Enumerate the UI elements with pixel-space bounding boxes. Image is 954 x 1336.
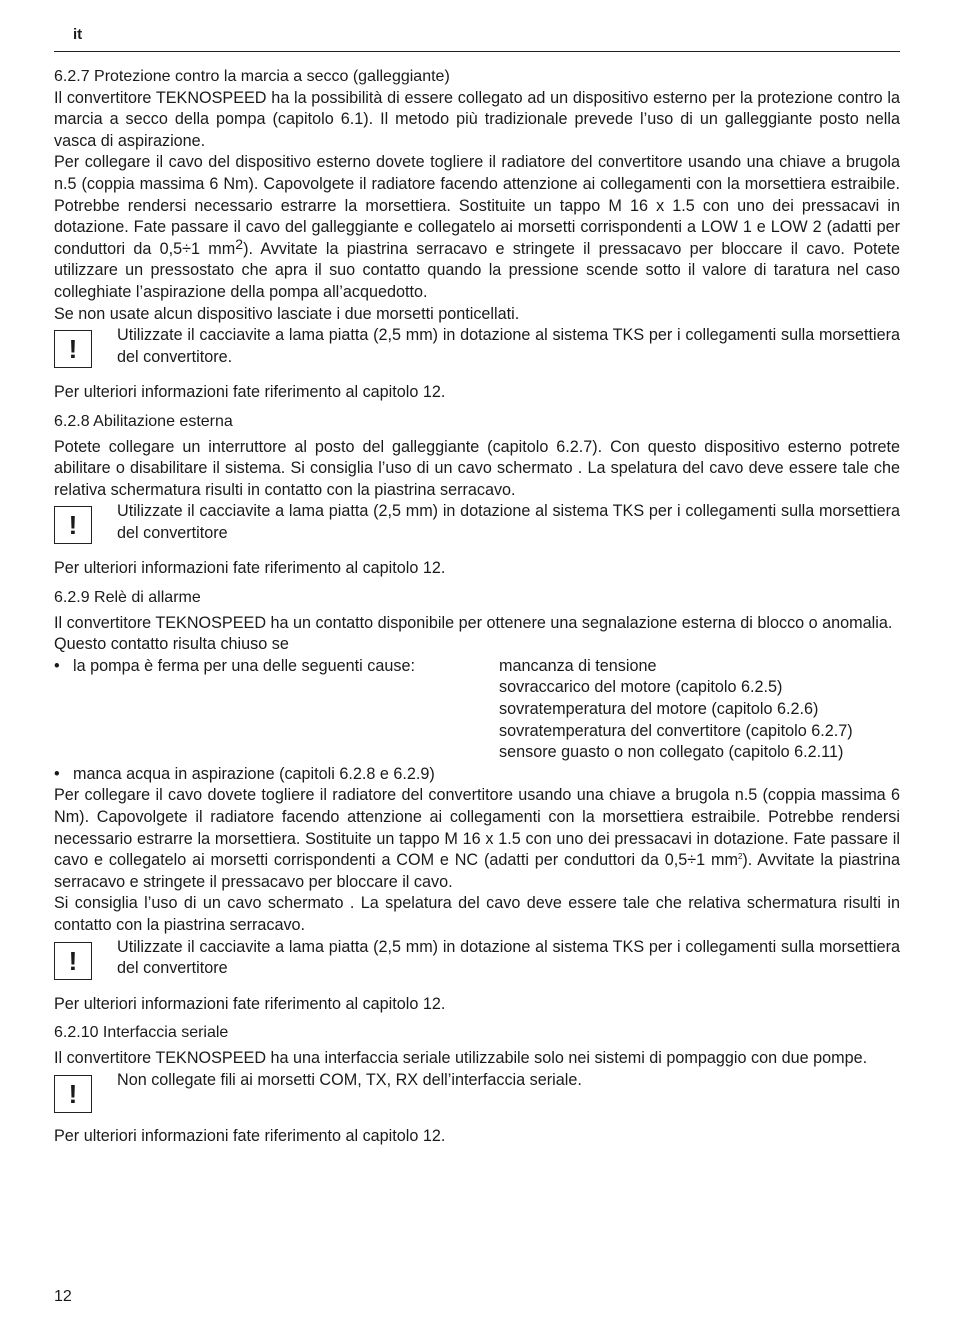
section-title-6210: 6.2.10 Interfaccia seriale: [54, 1024, 229, 1042]
reference-note: Per ulteriori informazioni fate riferimento al capitolo 12.: [54, 559, 446, 578]
bullet-item: • manca acqua in aspirazione (capitoli 6.2.8 e 6.2.9): [54, 764, 900, 786]
section-title-629: 6.2.9 Relè di allarme: [54, 589, 201, 607]
language-tag: it: [73, 26, 83, 43]
notice-text: Non collegate fili ai morsetti COM, TX, RX dell’interfaccia seriale.: [117, 1070, 582, 1089]
reference-note: Per ulteriori informazioni fate riferimento al capitolo 12.: [54, 1126, 446, 1145]
paragraph: Potete collegare un interruttore al posto del galleggiante (capitolo 6.2.7). Con questo dispositivo esterno potrete abilitare o disabilitare il sistema. Si consiglia l’uso di un cavo schermato . La spelatura del cavo deve essere tale che relativa schermatura risulti in contatto con la piastrina serracavo.: [54, 437, 900, 499]
list-item: sovratemperatura del motore (capitolo 6.2.6): [499, 700, 819, 719]
exclamation-icon: !: [54, 506, 92, 544]
paragraph: Il convertitore TEKNOSPEED ha la possibilità di essere collegato ad un dispositivo esterno per la protezione contro la marcia a secco della pompa (capitolo 6.1). Il metodo più tradizionale prevede l’uso di un galleggiante posto nella vasca di aspirazione.: [54, 88, 900, 150]
list-item: sovratemperatura del convertitore (capitolo 6.2.7): [499, 721, 853, 740]
list-item: sensore guasto o non collegato (capitolo 6.2.11): [499, 743, 844, 762]
page-number: 12: [54, 1288, 72, 1305]
exclamation-icon: !: [54, 1075, 92, 1113]
section-title-627: 6.2.7 Protezione contro la marcia a secco (galleggiante): [54, 68, 450, 85]
notice-text: Utilizzate il cacciavite a lama piatta (2,5 mm) in dotazione al sistema TKS per i collegamenti sulla morsettiera del convertitore: [117, 502, 900, 542]
exclamation-icon: !: [54, 942, 92, 980]
warning-notice: [54, 1070, 900, 1112]
paragraph: Per collegare il cavo del dispositivo esterno dovete togliere il radiatore del convertitore usando una chiave a brugola n.5 (coppia massima 6 Nm). Capovolgete il radiatore facendo attenzione ai collegamenti con la morsettiera estraibile. Potrebbe rendersi necessario estrarre la morsettiera. Sostituite un tappo M 16 x 1.5 con uno dei pressacavi in dotazione. Fate passare il cavo del galleggiante e collegatelo ai morsetti corrispondenti a LOW 1 e LOW 2 (adatti per conduttori da 0,5÷1 $mm^2$). Avvitate la piastrina serracavo e stringete il pressacavo per bloccare il cavo. Potete utilizzare un pressostato che apra il suo contatto quando la pressione scende sotto il valore di taratura nel caso colleghiate l’aspirazione della pompa all’acquedotto.: [54, 153, 900, 301]
paragraph: Il convertitore TEKNOSPEED ha un contatto disponibile per ottenere una segnalazione esterna di blocco o anomalia.: [54, 613, 893, 632]
reference-note: Per ulteriori informazioni fate riferimento al capitolo 12.: [54, 994, 446, 1013]
list-item: sovraccarico del motore (capitolo 6.2.5): [499, 678, 783, 697]
paragraph: Il convertitore TEKNOSPEED ha una interfaccia seriale utilizzabile solo nei sistemi di pompaggio con due pompe.: [54, 1048, 868, 1067]
warning-notice: [54, 325, 900, 368]
notice-text: Utilizzate il cacciavite a lama piatta (2,5 mm) in dotazione al sistema TKS per i collegamenti sulla morsettiera del convertitore: [117, 937, 900, 978]
paragraph: Si consiglia l’uso di un cavo schermato . La spelatura del cavo deve essere tale che relativa schermatura risulti in contatto con la piastrina serracavo.: [54, 894, 900, 934]
document-body: [54, 66, 900, 1147]
paragraph: Questo contatto risulta chiuso se: [54, 635, 289, 654]
list-item: mancanza di tensione: [499, 656, 657, 675]
bullet-icon: •: [54, 764, 60, 783]
causes-list: [499, 656, 900, 764]
bullet-item: • la pompa è ferma per una delle seguenti cause: mancanza di tensione sovraccarico del motore (capitolo 6.2.5) sovratemperatura del motore (capitolo 6.2.6) sovratemperatura del convertitore (capitolo 6.2.7) sensore guasto o non collegato (capitolo 6.2.11): [54, 656, 900, 764]
header-rule: [54, 51, 900, 52]
warning-notice: [54, 501, 900, 544]
exclamation-icon: !: [54, 330, 92, 368]
notice-text: Utilizzate il cacciavite a lama piatta (2,5 mm) in dotazione al sistema TKS per i collegamenti sulla morsettiera del convertitore.: [117, 326, 900, 366]
warning-notice: [54, 937, 900, 980]
paragraph: Se non usate alcun dispositivo lasciate i due morsetti ponticellati.: [54, 304, 520, 323]
reference-note: Per ulteriori informazioni fate riferimento al capitolo 12.: [54, 383, 446, 402]
section-title-628: 6.2.8 Abilitazione esterna: [54, 412, 233, 430]
paragraph: Per collegare il cavo dovete togliere il radiatore del convertitore usando una chiave a brugola n.5 (coppia massima 6 Nm). Capovolgete il radiatore facendo attenzione ai collegamenti con la morsettiera estraibile. Potrebbe rendersi necessario estrarre la morsettiera. Sostituite un tappo M 16 x 1.5 con uno dei pressacavi in dotazione. Fate passare il cavo e collegatelo ai morsetti corrispondenti a COM e NC (adatti per conduttori da 0,5÷1 $mm^2$). Avvitate la piastrina serracavo e stringete il pressacavo per bloccare il cavo.: [54, 786, 900, 891]
bullet-icon: •: [54, 656, 60, 675]
